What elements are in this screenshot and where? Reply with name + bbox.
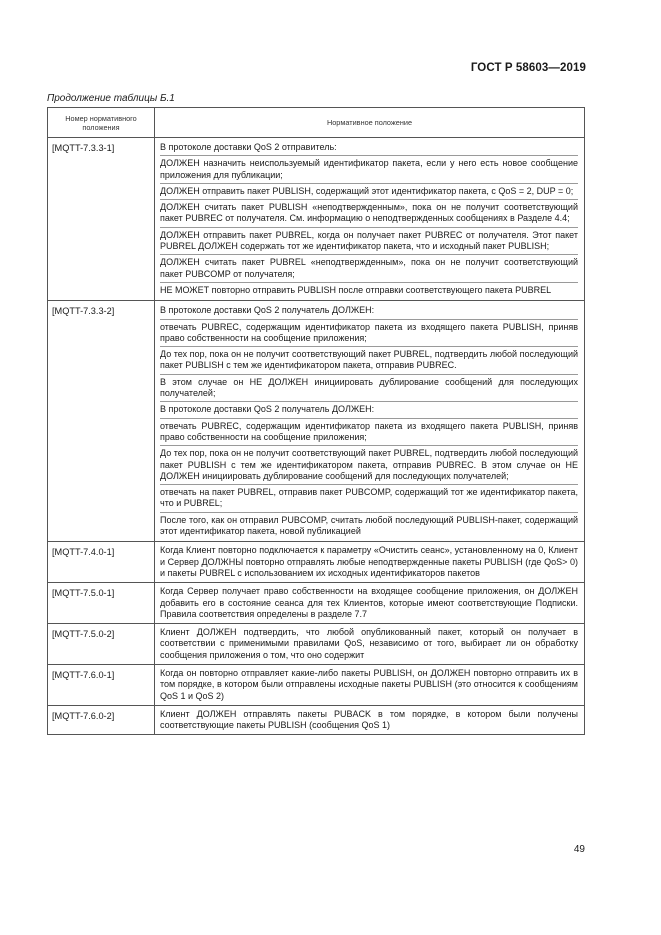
header-statement-column: Нормативное положение [155, 108, 585, 138]
requirement-paragraph: Клиент ДОЛЖЕН отправлять пакеты PUBACK в том порядке, в котором были получены соответствующие пакеты PUBLISH (сообщения QoS 1) [160, 708, 578, 731]
requirement-paragraph: После того, как он отправил PUBCOMP, считать любой последующий PUBLISH-пакет, содержащий этот идентификатор пакета, новой публикацией [160, 514, 578, 537]
requirement-code: [MQTT-7.6.0-1] [48, 664, 155, 705]
requirement-paragraph: ДОЛЖЕН отправить пакет PUBREL, когда он получает пакет PUBREC от получателя. Этот пакет PUBREL ДОЛЖЕН содержать тот же идентификатор пакета, что и исходный пакет PUBLISH; [160, 228, 578, 256]
requirement-paragraph: отвечать на пакет PUBREL, отправив пакет PUBCOMP, содержащий тот же идентификатор пакета, что и PUBREL; [160, 485, 578, 513]
requirement-code: [MQTT-7.3.3-1] [48, 138, 155, 301]
requirement-paragraph: Когда он повторно отправляет какие-либо пакеты PUBLISH, он ДОЛЖЕН повторно отправить их в том порядке, в котором были отправлены исходные пакеты PUBLISH (это относится к сообщениям QoS 1 и QoS 2) [160, 667, 578, 701]
requirement-paragraph: ДОЛЖЕН отправить пакет PUBLISH, содержащий этот идентификатор пакета, с QoS = 2, DUP = 0; [160, 184, 578, 200]
requirement-code: [MQTT-7.6.0-2] [48, 705, 155, 735]
requirement-text [155, 542, 585, 583]
table-row [48, 624, 585, 665]
requirement-paragraph: Когда Клиент повторно подключается к параметру «Очистить сеанс», установленному на 0, Клиент и Сервер ДОЛЖНЫ повторно отправлять любые неподтвержденные пакеты PUBLISH (где QoS> 0) и пакеты PUBREL с использованием их исходных идентификаторов пакетов [160, 545, 578, 578]
requirement-paragraph: ДОЛЖЕН назначить неиспользуемый идентификатор пакета, если у него есть новое сообщение приложения для публикации; [160, 156, 578, 184]
document-code: ГОСТ Р 58603—2019 [470, 62, 586, 74]
requirement-paragraph: До тех пор, пока он не получит соответствующий пакет PUBREL, подтвердить любой последующий пакет PUBLISH с тем же идентификатором пакета, отправив PUBREC. [160, 347, 578, 375]
requirement-paragraph: отвечать PUBREC, содержащим идентификатор пакета из входящего пакета PUBLISH, приняв право собственности на сообщение приложения; [160, 419, 578, 447]
requirement-code: [MQTT-7.5.0-1] [48, 583, 155, 624]
requirement-text [155, 583, 585, 624]
requirement-text [155, 624, 585, 665]
requirement-paragraph: В протоколе доставки QoS 2 отправитель: [160, 140, 578, 156]
table-row [48, 301, 585, 542]
requirement-paragraph: В этом случае он НЕ ДОЛЖЕН инициировать дублирование сообщений для последующих получателей; [160, 375, 578, 403]
table-header-row [48, 108, 585, 138]
header-code-column: Номер нормативного положения [48, 108, 155, 138]
requirement-paragraph: НЕ МОЖЕТ повторно отправить PUBLISH после отправки соответствующего пакета PUBREL [160, 284, 552, 295]
requirement-text [155, 705, 585, 735]
table-row [48, 705, 585, 735]
requirements-table [47, 107, 585, 735]
table-row [48, 664, 585, 705]
requirement-paragraph: В протоколе доставки QoS 2 получатель ДОЛЖЕН: [160, 402, 578, 418]
requirement-text [155, 138, 585, 301]
requirement-code: [MQTT-7.3.3-2] [48, 301, 155, 542]
requirement-text [155, 301, 585, 542]
requirement-paragraph: В протоколе доставки QoS 2 получатель ДОЛЖЕН: [160, 303, 578, 319]
table-caption: Продолжение таблицы Б.1 [47, 93, 175, 104]
requirement-code: [MQTT-7.5.0-2] [48, 624, 155, 665]
requirement-paragraph: Когда Сервер получает право собственности на входящее сообщение приложения, он ДОЛЖЕН добавить его в состояние сеанса для тех Клиентов, которые имеют соответствующие Подписки. Правила соответствия определены в разделе 7.7 [160, 586, 578, 619]
requirement-text [155, 664, 585, 705]
table-row [48, 138, 585, 301]
requirement-paragraph: До тех пор, пока он не получит соответствующий пакет PUBREL, подтвердить любой последующий пакет PUBLISH с тем же идентификатором пакета, отправив PUBREC. В этом случае он НЕ ДОЛЖЕН инициировать дублирование сообщений для последующих получателей; [160, 446, 578, 485]
page-number: 49 [573, 844, 585, 855]
requirement-code: [MQTT-7.4.0-1] [48, 542, 155, 583]
requirement-paragraph: отвечать PUBREC, содержащим идентификатор пакета из входящего пакета PUBLISH, приняв право собственности на сообщение приложения; [160, 320, 578, 348]
table-row [48, 542, 585, 583]
table-row [48, 583, 585, 624]
requirement-paragraph: Клиент ДОЛЖЕН подтвердить, что любой опубликованный пакет, который он получает в соответствии с применимыми правилами QoS, независимо от того, выбирает ли он обработку сообщения приложения о том, что оно содержит [160, 627, 578, 660]
requirement-paragraph: ДОЛЖЕН считать пакет PUBREL «неподтвержденным», пока он не получит соответствующий пакет PUBCOMP от получателя; [160, 255, 578, 283]
requirement-paragraph: ДОЛЖЕН считать пакет PUBLISH «неподтвержденным», пока он не получит соответствующий пакет PUBREC от получателя. См. информацию о неподтвержденных сообщениях в Разделе 4.4; [160, 200, 578, 228]
